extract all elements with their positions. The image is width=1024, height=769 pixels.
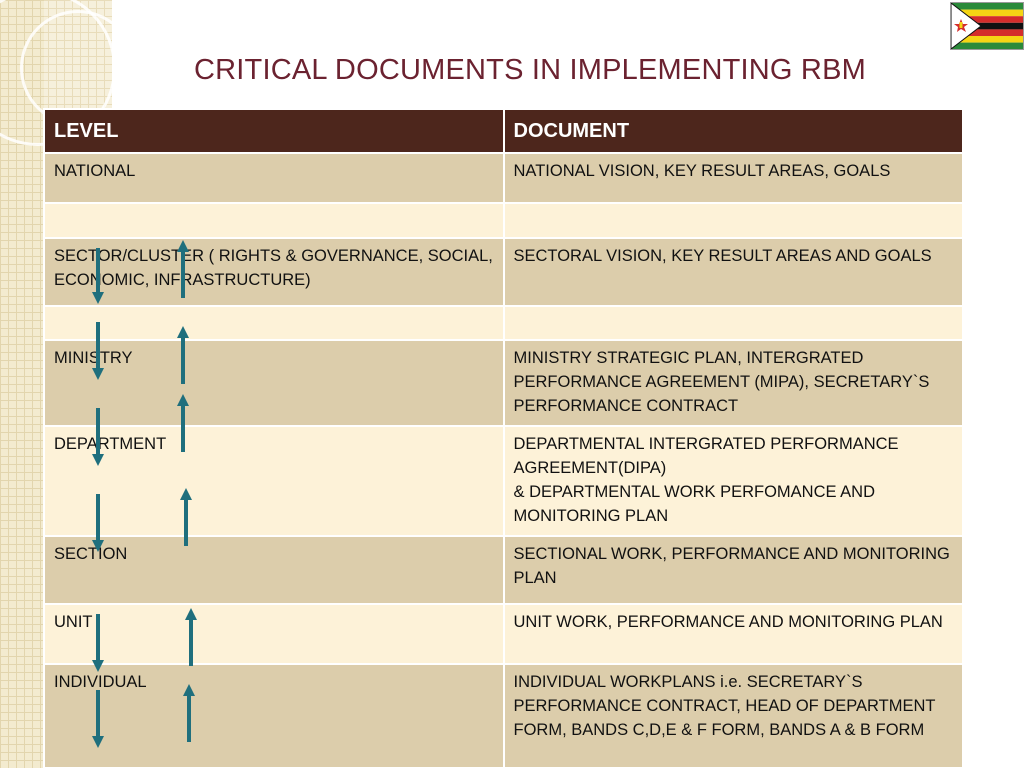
- document-cell: SECTIONAL WORK, PERFORMANCE AND MONITORING PLAN: [504, 536, 964, 604]
- document-cell: [504, 203, 964, 238]
- document-cell: UNIT WORK, PERFORMANCE AND MONITORING PLAN: [504, 604, 964, 664]
- page-title: CRITICAL DOCUMENTS IN IMPLEMENTING RBM: [194, 54, 866, 86]
- document-line: DEPARTMENTAL INTERGRATED PERFORMANCE AGREEMENT(DIPA): [513, 435, 899, 477]
- table-row: [44, 664, 963, 768]
- level-cell: INDIVIDUAL: [44, 664, 504, 768]
- document-line: & DEPARTMENTAL WORK PERFOMANCE AND MONITORING PLAN: [513, 483, 876, 525]
- level-cell: [44, 306, 504, 340]
- document-cell: MINISTRY STRATEGIC PLAN, INTERGRATED PERFORMANCE AGREEMENT (MIPA), SECRETARY`S PERFORMANCE CONTRACT: [504, 340, 964, 426]
- level-cell: MINISTRY: [44, 340, 504, 426]
- table-row: [44, 426, 963, 536]
- level-cell: UNIT: [44, 604, 504, 664]
- rbm-documents-table: [43, 108, 964, 769]
- document-cell: NATIONAL VISION, KEY RESULT AREAS, GOALS: [504, 153, 964, 203]
- table-row: [44, 153, 963, 203]
- table-row: [44, 340, 963, 426]
- column-header-level: LEVEL: [44, 109, 504, 153]
- zimbabwe-flag-icon: [950, 2, 1024, 50]
- document-cell: INDIVIDUAL WORKPLANS i.e. SECRETARY`S PERFORMANCE CONTRACT, HEAD OF DEPARTMENT FORM, BANDS C,D,E & F FORM, BANDS A & B FORM: [504, 664, 964, 768]
- table-row: [44, 604, 963, 664]
- column-header-document: DOCUMENT: [504, 109, 964, 153]
- document-cell: [504, 426, 964, 536]
- level-cell: NATIONAL: [44, 153, 504, 203]
- table-row: [44, 203, 963, 238]
- table-row: [44, 306, 963, 340]
- level-cell: DEPARTMENT: [44, 426, 504, 536]
- table-row: [44, 536, 963, 604]
- document-cell: [504, 306, 964, 340]
- level-cell: SECTOR/CLUSTER ( RIGHTS & GOVERNANCE, SOCIAL, ECONOMIC, INFRASTRUCTURE): [44, 238, 504, 306]
- table-row: [44, 238, 963, 306]
- document-cell: SECTORAL VISION, KEY RESULT AREAS AND GOALS: [504, 238, 964, 306]
- level-cell: [44, 203, 504, 238]
- level-cell: SECTION: [44, 536, 504, 604]
